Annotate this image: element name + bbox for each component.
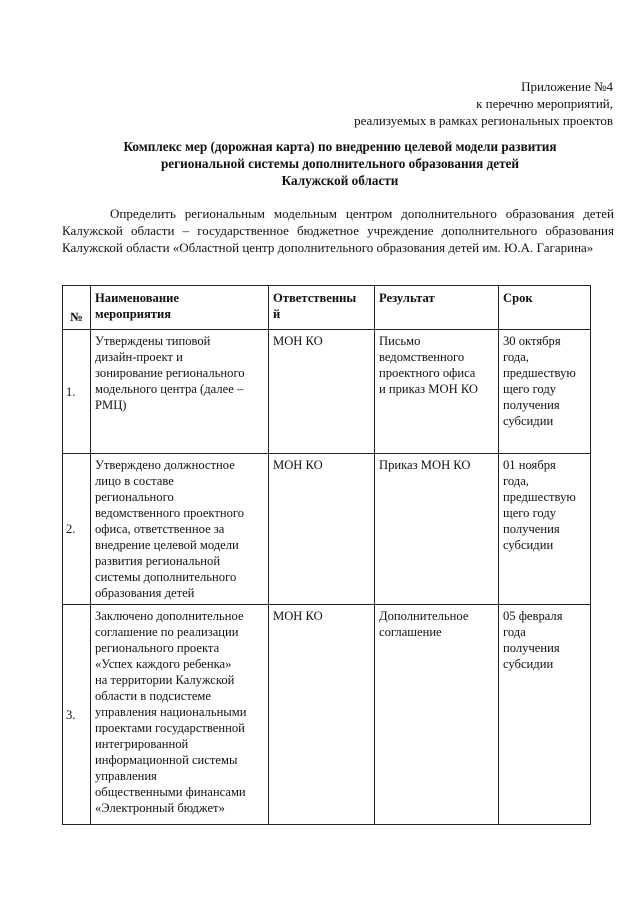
- row-num: 2.: [63, 454, 91, 605]
- row-result: Приказ МОН КО: [375, 454, 499, 605]
- header-result: Результат: [375, 286, 499, 330]
- title-line: Комплекс мер (дорожная карта) по внедрению целевой модели развития: [123, 139, 557, 154]
- row-responsible: МОН КО: [269, 605, 375, 825]
- row-name: Утверждены типовой дизайн-проект и зонирование регионального модельного центра (далее – РМЦ): [91, 330, 269, 454]
- row-result: Письмо ведомственного проектного офиса и приказ МОН КО: [375, 330, 499, 454]
- row-responsible: МОН КО: [269, 454, 375, 605]
- row-num: 1.: [63, 330, 91, 454]
- header-responsible: Ответственны й: [269, 286, 375, 330]
- row-result: Дополнительное соглашение: [375, 605, 499, 825]
- document-title: [100, 138, 580, 189]
- roadmap-table: [62, 285, 591, 825]
- appendix-line: к перечню мероприятий,: [476, 96, 613, 111]
- header-num: №: [63, 286, 91, 330]
- title-line: региональной системы дополнительного образования детей: [160, 156, 520, 171]
- row-name: Утверждено должностное лицо в составе регионального ведомственного проектного офиса, ответственное за внедрение целевой модели развития региональной системы дополнительного образования детей: [91, 454, 269, 605]
- header-name: Наименование мероприятия: [91, 286, 269, 330]
- row-deadline: 30 октября года, предшествую щего году получения субсидии: [499, 330, 591, 454]
- row-deadline: 01 ноября года, предшествую щего году получения субсидии: [499, 454, 591, 605]
- table-row: [63, 454, 591, 605]
- table-header-row: [63, 286, 591, 330]
- intro-paragraph: Определить региональным модельным центром дополнительного образования детей Калужской области – государственное бюджетное учреждение дополнительного образования Калужской области «Областной центр дополнительного образования детей им. Ю.А. Гагарина»: [62, 206, 614, 255]
- appendix-line: Приложение №4: [521, 79, 613, 94]
- row-responsible: МОН КО: [269, 330, 375, 454]
- table-row: [63, 330, 591, 454]
- appendix-line: реализуемых в рамках региональных проектов: [354, 113, 613, 128]
- table-row: [63, 605, 591, 825]
- title-line: Калужской области: [281, 173, 399, 188]
- header-deadline: Срок: [499, 286, 591, 330]
- appendix-header: [354, 78, 613, 129]
- row-num: 3.: [63, 605, 91, 825]
- row-deadline: 05 февраля года получения субсидии: [499, 605, 591, 825]
- row-name: Заключено дополнительное соглашение по реализации регионального проекта «Успех каждого ребенка» на территории Калужской области в подсистеме управления национальными проектами государственной интегрированной информационной системы управления общественными финансами «Электронный бюджет»: [91, 605, 269, 825]
